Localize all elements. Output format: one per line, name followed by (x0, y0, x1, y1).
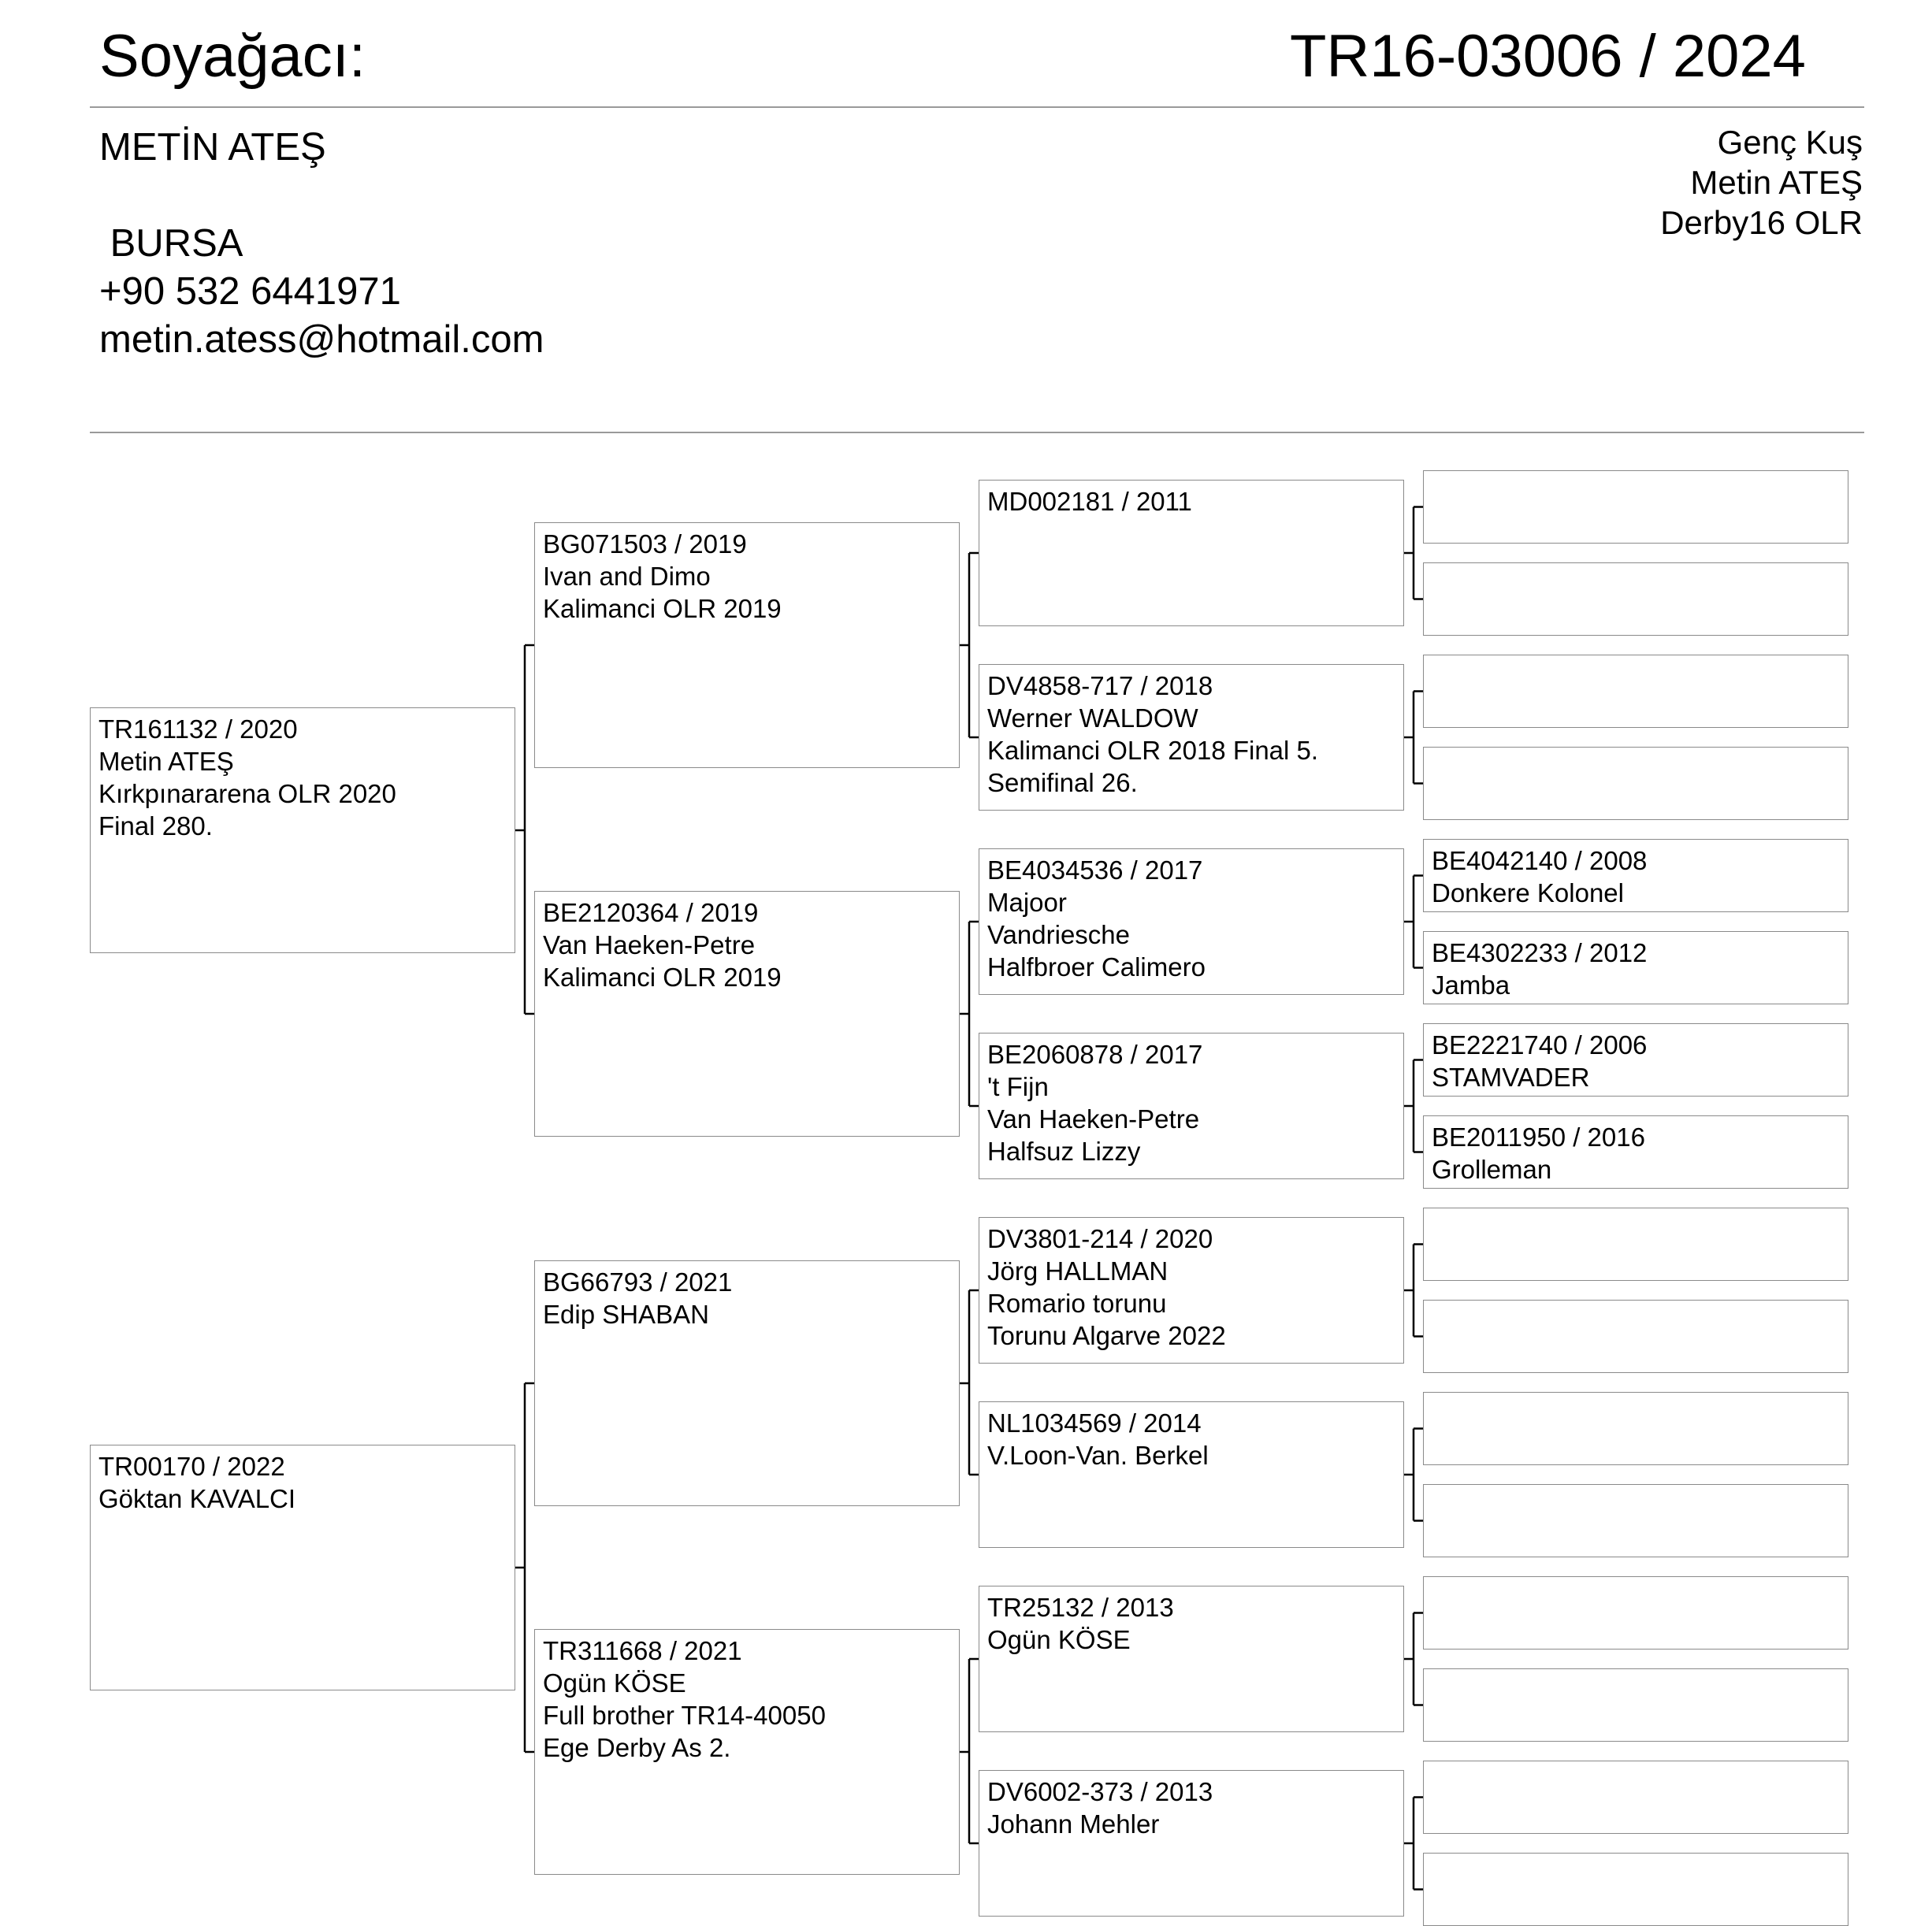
pedigree-line: BE4034536 / 2017 (987, 855, 1203, 885)
pedigree-box-gen3-5 (979, 1217, 1404, 1364)
pedigree-line: Van Haeken-Petre (543, 930, 756, 959)
pedigree-line: BE4042140 / 2008 (1432, 846, 1648, 875)
pedigree-line: Final 280. (98, 811, 213, 841)
pedigree-line: DV4858-717 / 2018 (987, 671, 1213, 700)
pedigree-line: Romario torunu (987, 1289, 1167, 1318)
bird-info (1660, 122, 1863, 243)
pedigree-line: BE2120364 / 2019 (543, 898, 759, 927)
pedigree-box-gen3-7 (979, 1586, 1404, 1732)
page-title: Soyağacı: (99, 23, 366, 90)
pedigree-box-gen3-1 (979, 480, 1404, 626)
pedigree-line: BG66793 / 2021 (543, 1267, 733, 1297)
pedigree-line: BE2221740 / 2006 (1432, 1030, 1648, 1059)
pedigree-line: BE2060878 / 2017 (987, 1040, 1203, 1069)
pedigree-line: Werner WALDOW (987, 703, 1198, 733)
pedigree-line: Van Haeken-Petre (987, 1104, 1200, 1134)
pedigree-box-gen3-3 (979, 848, 1404, 995)
section-divider (90, 432, 1864, 433)
owner-name: METİN ATEŞ (99, 126, 326, 169)
bird-info-line: Genç Kuş (1717, 124, 1863, 161)
pedigree-box-gen4-1 (1423, 470, 1848, 544)
pedigree-box-gen4-14 (1423, 1668, 1848, 1742)
pedigree-box-gen4-4 (1423, 747, 1848, 820)
pedigree-box-gen1-2 (90, 1445, 515, 1690)
pedigree-line: Ogün KÖSE (543, 1668, 686, 1698)
pedigree-box-gen4-15 (1423, 1761, 1848, 1834)
pedigree-box-gen3-2 (979, 664, 1404, 811)
owner-info (99, 124, 544, 364)
owner-city: BURSA (99, 222, 243, 265)
header-divider (90, 106, 1864, 108)
pedigree-line: NL1034569 / 2014 (987, 1408, 1202, 1438)
pedigree-line: Göktan KAVALCI (98, 1484, 296, 1513)
pedigree-line: Edip SHABAN (543, 1300, 709, 1329)
pedigree-box-gen2-4 (534, 1629, 960, 1875)
pedigree-line: TR00170 / 2022 (98, 1452, 285, 1481)
pedigree-box-gen4-2 (1423, 562, 1848, 636)
pedigree-line: TR25132 / 2013 (987, 1593, 1174, 1622)
pedigree-line: Kalimanci OLR 2019 (543, 594, 782, 623)
pedigree-line: Halfbroer Calimero (987, 952, 1206, 982)
pedigree-line: Halfsuz Lizzy (987, 1137, 1141, 1166)
pedigree-line: Jörg HALLMAN (987, 1256, 1168, 1286)
pedigree-line: Majoor (987, 888, 1067, 917)
bird-info-line: Metin ATEŞ (1690, 164, 1863, 201)
pedigree-box-gen3-4 (979, 1033, 1404, 1179)
pedigree-box-gen1-1 (90, 707, 515, 953)
pedigree-line: Full brother TR14-40050 (543, 1701, 826, 1730)
owner-email: metin.atess@hotmail.com (99, 318, 544, 361)
pedigree-line: Ege Derby As 2. (543, 1733, 731, 1762)
pedigree-line: Kalimanci OLR 2019 (543, 963, 782, 992)
pedigree-line: TR311668 / 2021 (543, 1636, 742, 1665)
pedigree-box-gen4-5 (1423, 839, 1848, 912)
pedigree-line: V.Loon-Van. Berkel (987, 1441, 1209, 1470)
pedigree-line: BE2011950 / 2016 (1432, 1123, 1645, 1152)
pedigree-line: Metin ATEŞ (98, 747, 234, 776)
pedigree-box-gen4-11 (1423, 1392, 1848, 1465)
pedigree-box-gen2-1 (534, 522, 960, 768)
pedigree-line: Johann Mehler (987, 1809, 1160, 1839)
pedigree-line: MD002181 / 2011 (987, 487, 1192, 516)
ring-number: TR16-03006 / 2024 (1290, 23, 1806, 90)
pedigree-box-gen3-6 (979, 1401, 1404, 1548)
pedigree-line: Ogün KÖSE (987, 1625, 1131, 1654)
pedigree-line: Grolleman (1432, 1155, 1552, 1184)
pedigree-line: Vandriesche (987, 920, 1131, 949)
pedigree-line: DV6002-373 / 2013 (987, 1777, 1213, 1806)
pedigree-box-gen4-12 (1423, 1484, 1848, 1557)
pedigree-box-gen4-13 (1423, 1576, 1848, 1650)
pedigree-box-gen4-7 (1423, 1023, 1848, 1097)
pedigree-line: Kırkpınararena OLR 2020 (98, 779, 396, 808)
pedigree-line: DV3801-214 / 2020 (987, 1224, 1213, 1253)
pedigree-line: Semifinal 26. (987, 768, 1138, 797)
pedigree-box-gen4-9 (1423, 1208, 1848, 1281)
pedigree-box-gen2-3 (534, 1260, 960, 1506)
pedigree-box-gen3-8 (979, 1770, 1404, 1917)
pedigree-line: STAMVADER (1432, 1063, 1590, 1092)
pedigree-line: 't Fijn (987, 1072, 1049, 1101)
pedigree-line: Kalimanci OLR 2018 Final 5. (987, 736, 1319, 765)
pedigree-box-gen4-3 (1423, 655, 1848, 728)
owner-phone: +90 532 6441971 (99, 270, 401, 313)
pedigree-line: Donkere Kolonel (1432, 878, 1624, 907)
bird-info-line: Derby16 OLR (1660, 204, 1863, 241)
pedigree-line: BG071503 / 2019 (543, 529, 747, 559)
pedigree-box-gen4-16 (1423, 1853, 1848, 1926)
pedigree-box-gen4-8 (1423, 1115, 1848, 1189)
pedigree-line: Ivan and Dimo (543, 562, 711, 591)
pedigree-line: Jamba (1432, 970, 1510, 1000)
pedigree-box-gen4-10 (1423, 1300, 1848, 1373)
pedigree-line: TR161132 / 2020 (98, 714, 298, 744)
pedigree-box-gen2-2 (534, 891, 960, 1137)
pedigree-box-gen4-6 (1423, 931, 1848, 1004)
pedigree-line: Torunu Algarve 2022 (987, 1321, 1226, 1350)
pedigree-line: BE4302233 / 2012 (1432, 938, 1648, 967)
